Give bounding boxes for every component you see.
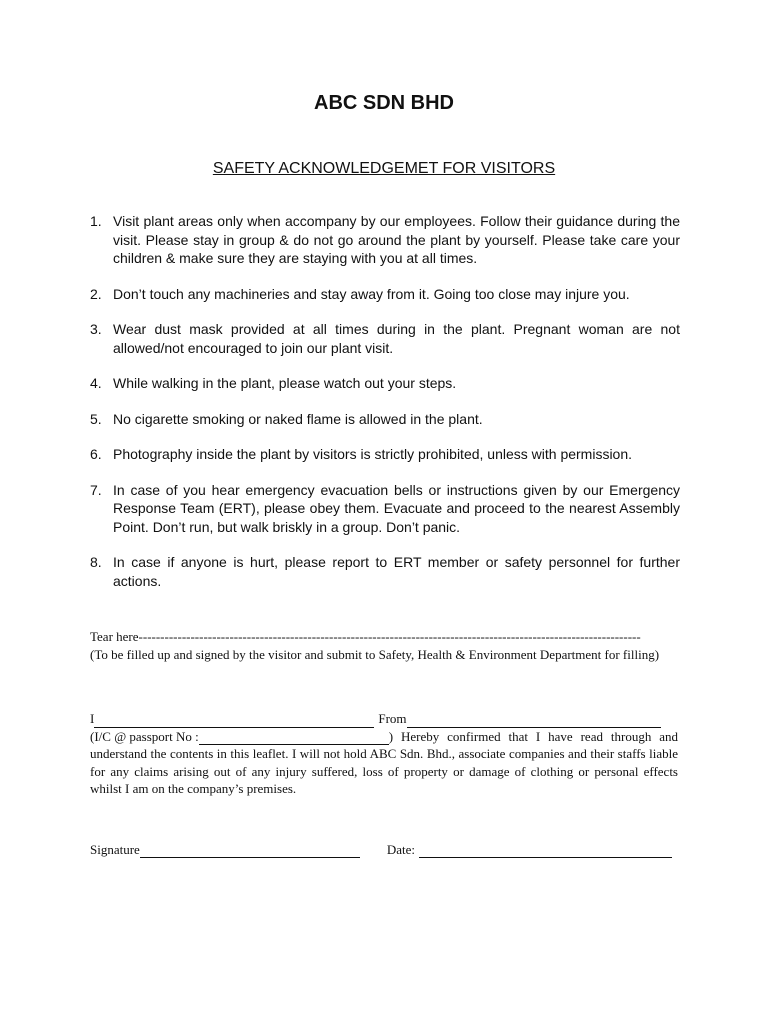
list-item [90,374,680,393]
company-name: ABC SDN BHD [314,92,454,114]
name-row [90,710,678,728]
rule-text: In case if anyone is hurt, please report to ERT member or safety personnel for further actions. [113,554,680,589]
declaration-body: understand the contents in this leaflet. I will not hold ABC Sdn. Bhd., associate companies and their staffs liable for any claims arising out of any injury suffered, loss of property or damage of clothing or personal effects whilst I am on the company’s premises. [90,746,678,796]
rule-number: 7. [90,481,102,498]
rule-number: 6. [90,446,102,462]
rule-number: 2. [90,285,102,302]
confirmation-text: ) Hereby confirmed that I have read through and [388,728,678,744]
rule-number: 3. [90,321,102,337]
name-field[interactable] [94,715,374,728]
list-item [90,445,680,464]
ic-label: (I/C @ passport No : [90,728,199,744]
list-item [90,285,680,304]
list-item [90,481,680,537]
signature-field[interactable] [140,845,360,858]
date-field[interactable] [419,845,672,858]
i-label: I [90,711,95,726]
rule-text: Visit plant areas only when accompany by our employees. Follow their guidance during the visit. Please stay in group & do not go around the plant by yourself. Please take care your children & make sure they are staying with you at all times. [113,213,680,266]
tear-dashes: -------------------------------------------------------------------------------------------------------------------- [138,629,641,644]
document-title: SAFETY ACKNOWLEDGEMET FOR VISITORS [212,160,556,177]
rule-number: 4. [90,375,102,391]
tear-off-section [90,628,678,663]
ic-passport-field[interactable] [199,732,389,745]
from-label: From [378,711,407,726]
from-field[interactable] [407,715,661,728]
declaration-section [90,710,678,798]
tear-line [90,628,678,646]
list-item [90,212,680,268]
signature-label: Signature [90,842,140,857]
list-item [90,320,680,357]
tear-label: Tear here [90,629,139,644]
rule-text: No cigarette smoking or naked flame is allowed in the plant. [113,410,483,427]
rule-number: 8. [90,554,102,570]
rule-text: While walking in the plant, please watch out your steps. [113,375,457,391]
rule-text: Photography inside the plant by visitors is strictly prohibited, unless with permission. [113,446,633,462]
signature-row [90,842,678,858]
rule-text: Wear dust mask provided at all times during in the plant. Pregnant woman are not allowed/not encouraged to join our plant visit. [113,321,680,356]
tear-instruction: (To be filled up and signed by the visitor and submit to Safety, Health & Environment Department for filling) [90,646,660,662]
ic-row [90,728,678,746]
date-label: Date: [386,842,415,857]
rule-text: In case of you hear emergency evacuation bells or instructions given by our Emergency Response Team (ERT), please obey them. Evacuate and proceed to the nearest Assembly Point. Don’t run, but walk briskly in a group. Don’t panic. [113,481,680,535]
rule-number: 5. [90,410,102,427]
list-item [90,553,680,590]
rule-text: Don’t touch any machineries and stay away from it. Going too close may injure you. [113,285,630,302]
safety-rules-list [90,212,680,607]
list-item [90,410,680,429]
rule-number: 1. [90,213,102,229]
